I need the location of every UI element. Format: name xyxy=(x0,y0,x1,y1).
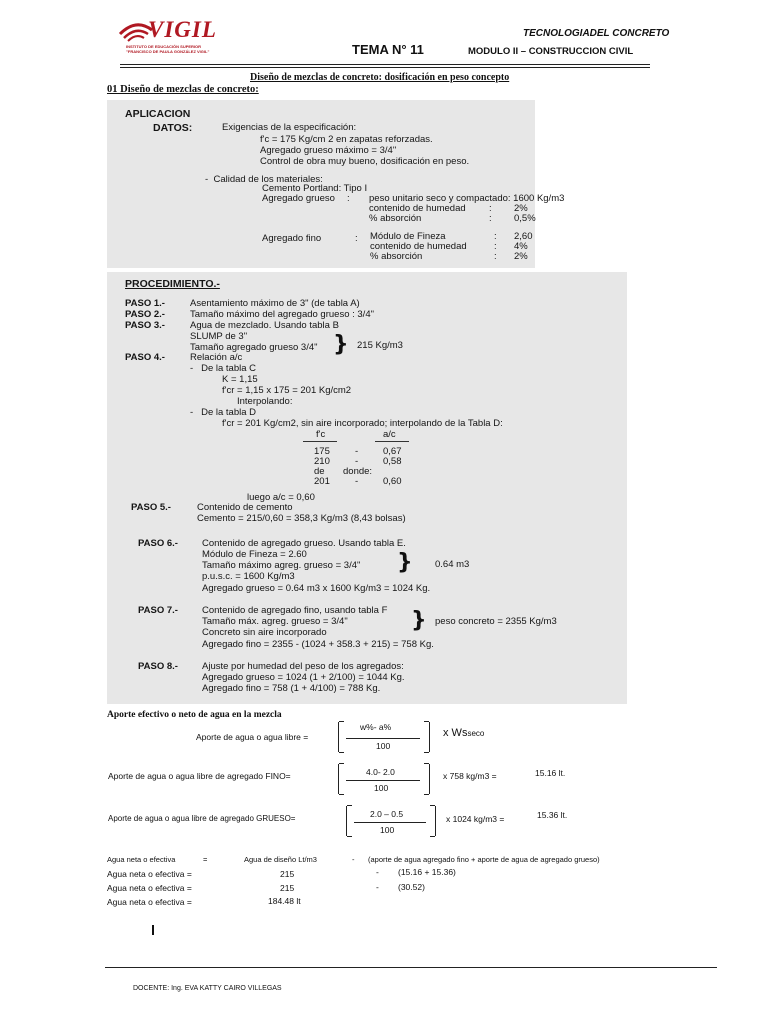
fino-value: 2% xyxy=(514,251,528,262)
fino-label: Agregado fino xyxy=(262,233,322,244)
paso-text: Agua de mezclado. Usando tabla B xyxy=(190,320,339,331)
grueso-label: Agregado grueso xyxy=(262,193,335,204)
paso-text: Concreto sin aire incorporado xyxy=(202,627,327,638)
table-cell: - xyxy=(355,476,359,487)
fraction-numerator: 2.0 – 0.5 xyxy=(370,809,404,819)
paso-label: PASO 8.- xyxy=(138,661,178,672)
fraction-line xyxy=(346,780,420,781)
document-title: Diseño de mezclas de concreto: dosificación en peso concepto xyxy=(250,72,510,83)
datos-label: DATOS: xyxy=(153,122,193,134)
table-rule xyxy=(375,441,409,442)
paso-text: - De la tabla C xyxy=(190,363,257,374)
colon: : xyxy=(494,241,497,252)
paso-result: 215 Kg/m3 xyxy=(357,340,403,351)
table-rule xyxy=(303,441,337,442)
paso-text: Interpolando: xyxy=(237,396,293,407)
table-header: a/c xyxy=(383,429,396,440)
paso-text: Contenido de cemento xyxy=(197,502,293,513)
colon: : xyxy=(494,231,497,242)
paso-text: Agregado fino = 758 (1 + 4/100) = 788 Kg. xyxy=(202,683,381,694)
fino-value: 4% xyxy=(514,241,528,252)
spec-line: Control de obra muy bueno, dosificación en peso. xyxy=(260,156,470,167)
section-title: 01 Diseño de mezclas de concreto: xyxy=(107,84,259,95)
colon: : xyxy=(489,203,492,214)
table-cell: 0,60 xyxy=(383,476,402,487)
neta-value: 215 xyxy=(280,883,295,893)
logo-subtitle: INSTITUTO DE EDUCACIÓN SUPERIOR xyxy=(126,44,202,49)
paso-result: peso concreto = 2355 Kg/m3 xyxy=(435,616,557,627)
header-divider-2 xyxy=(120,67,650,68)
neta-result: 184.48 lt xyxy=(268,896,301,906)
paso-text: Agregado grueso = 1024 (1 + 2/100) = 1044 Kg. xyxy=(202,672,405,683)
aplicacion-heading: APLICACION xyxy=(125,108,191,120)
table-cell: de xyxy=(314,466,325,477)
neta-term: (15.16 + 15.36) xyxy=(398,867,456,877)
spec-line: f'c = 175 Kg/cm 2 en zapatas reforzadas. xyxy=(260,134,433,145)
footer-docente: DOCENTE: Ing. EVA KATTY CAIRO VILLEGAS xyxy=(133,985,282,992)
procedimiento-heading: PROCEDIMIENTO.- xyxy=(125,278,220,290)
formula-result: 15.36 lt. xyxy=(537,810,568,820)
neta-label: Agua neta o efectiva = xyxy=(107,883,192,893)
fraction-line xyxy=(346,738,420,739)
paso-text: f'cr = 201 Kg/cm2, sin aire incorporado; interpolando de la Tabla D: xyxy=(222,418,503,429)
fino-prop: Módulo de Fineza xyxy=(370,231,446,242)
table-cell: 175 xyxy=(314,446,330,457)
brace-icon: } xyxy=(333,332,349,357)
header-divider xyxy=(120,64,650,65)
paso-label: PASO 6.- xyxy=(138,538,178,549)
colon: : xyxy=(489,213,492,224)
neta-term: (30.52) xyxy=(398,882,425,892)
grueso-value: 0,5% xyxy=(514,213,536,224)
paso-text: Ajuste por humedad del peso de los agregados: xyxy=(202,661,404,672)
fraction-denominator: 100 xyxy=(380,825,395,835)
fino-prop: contenido de humedad xyxy=(370,241,467,252)
table-cell: 0,67 xyxy=(383,446,402,457)
table-cell: 201 xyxy=(314,476,330,487)
paso-text: - De la tabla D xyxy=(190,407,257,418)
paso-text: Cemento = 215/0,60 = 358,3 Kg/m3 (8,43 bolsas) xyxy=(197,513,406,524)
paso-label: PASO 3.- xyxy=(125,320,165,331)
spec-line: Agregado grueso máximo = 3/4" xyxy=(260,145,397,156)
paso-text: Agregado grueso = 0.64 m3 x 1600 Kg/m3 = 1024 Kg. xyxy=(202,583,431,594)
grueso-prop: % absorción xyxy=(369,213,422,224)
paso-text: Tamaño máximo del agregado grueso : 3/4" xyxy=(190,309,374,320)
paso-text: Módulo de Fineza = 2.60 xyxy=(202,549,307,560)
tema-number: TEMA N° 11 xyxy=(352,42,424,57)
colon: : xyxy=(355,233,358,244)
logo-subtitle-2: "FRANCISCO DE PAULA GONZÁLEZ VIGIL" xyxy=(126,49,210,54)
table-cell: donde: xyxy=(343,466,373,477)
neta-eq: = xyxy=(203,855,208,864)
procedimiento-scan xyxy=(107,272,627,704)
course-name: TECNOLOGIADEL CONCRETO xyxy=(523,28,670,39)
table-cell: 210 xyxy=(314,456,330,467)
neta-minus: - xyxy=(376,867,379,877)
neta-minus: - xyxy=(376,882,379,892)
fraction-denominator: 100 xyxy=(376,741,391,751)
module-name: MODULO II – CONSTRUCCION CIVIL xyxy=(468,46,634,57)
paso-text: Relación a/c xyxy=(190,352,243,363)
paso-label: PASO 2.- xyxy=(125,309,165,320)
brace-icon: } xyxy=(411,608,427,633)
logo-text: VIGIL xyxy=(148,17,217,42)
paso-text: Tamaño máximo agreg. grueso = 3/4" xyxy=(202,560,361,571)
table-cell: 0,58 xyxy=(383,456,402,467)
fraction-numerator: 4.0- 2.0 xyxy=(366,767,395,777)
footer-divider xyxy=(105,967,717,968)
grueso-prop: contenido de humedad xyxy=(369,203,466,214)
neta-label: Agua neta o efectiva = xyxy=(107,869,192,879)
paso-label: PASO 5.- xyxy=(131,502,171,513)
cursor-mark xyxy=(152,925,154,935)
formula-multiplier: x 758 kg/m3 = xyxy=(443,771,497,781)
institute-logo xyxy=(118,18,258,56)
paso-text: Tamaño agregado grueso 3/4" xyxy=(190,342,318,353)
paso-label: PASO 4.- xyxy=(125,352,165,363)
neta-value: 215 xyxy=(280,869,295,879)
brace-icon: } xyxy=(397,550,413,575)
table-header: f'c xyxy=(316,429,326,440)
fraction-denominator: 100 xyxy=(374,783,389,793)
formula-multiplier: x 1024 kg/m3 = xyxy=(446,814,505,824)
exigencias-text: Exigencias de la especificación: xyxy=(222,122,357,133)
formula-label: Aporte de agua o agua libre = xyxy=(196,732,309,742)
aplicacion-scan xyxy=(107,100,565,268)
paso-text: Contenido de agregado fino, usando tabla F xyxy=(202,605,388,616)
grueso-value: 2% xyxy=(514,203,528,214)
colon: : xyxy=(347,193,350,204)
fraction-line xyxy=(354,822,426,823)
paso-text: Contenido de agregado grueso. Usando tabla E. xyxy=(202,538,406,549)
fino-value: 2,60 xyxy=(514,231,533,242)
neta-label: Agua neta o efectiva xyxy=(107,855,176,864)
neta-term: (aporte de agua agregado fino + aporte de agua de agregado grueso) xyxy=(368,855,600,864)
neta-label: Agua neta o efectiva = xyxy=(107,897,192,907)
formula-label: Aporte de agua o agua libre de agregado FINO= xyxy=(108,771,291,781)
paso-label: PASO 1.- xyxy=(125,298,165,309)
paso-text: Asentamiento máximo de 3" (de tabla A) xyxy=(190,298,360,309)
paso-label: PASO 7.- xyxy=(138,605,178,616)
paso-text: p.u.s.c. = 1600 Kg/m3 xyxy=(202,571,295,582)
formula-label: Aporte de agua o agua libre de agregado GRUESO= xyxy=(108,814,296,823)
paso-text: K = 1,15 xyxy=(222,374,258,385)
table-cell: - xyxy=(355,446,359,457)
colon: : xyxy=(494,251,497,262)
paso-text: Agregado fino = 2355 - (1024 + 358.3 + 215) = 758 Kg. xyxy=(202,639,434,650)
paso-text: SLUMP de 3" xyxy=(190,331,248,342)
neta-minus: - xyxy=(352,855,355,864)
table-cell: - xyxy=(355,456,359,467)
fraction-numerator: w%- a% xyxy=(360,722,392,732)
calidad-text: - Calidad de los materiales: xyxy=(205,174,323,185)
aporte-heading: Aporte efectivo o neto de agua en la mezcla xyxy=(107,710,282,720)
formula-result: 15.16 lt. xyxy=(535,768,566,778)
fino-prop: % absorción xyxy=(370,251,423,262)
paso-result: 0.64 m3 xyxy=(435,559,470,570)
neta-term: Agua de diseño Lt/m3 xyxy=(244,855,317,864)
cemento-text: Cemento Portland: Tipo I xyxy=(262,183,368,194)
formula-multiplier: x Wsseco xyxy=(443,727,485,739)
grueso-prop: peso unitario seco y compactado: 1600 Kg/m3 xyxy=(369,193,565,204)
paso-text: f'cr = 1,15 x 175 = 201 Kg/cm2 xyxy=(222,385,352,396)
paso-text: luego a/c = 0,60 xyxy=(247,492,315,503)
paso-text: Tamaño máx. agreg. grueso = 3/4" xyxy=(202,616,348,627)
